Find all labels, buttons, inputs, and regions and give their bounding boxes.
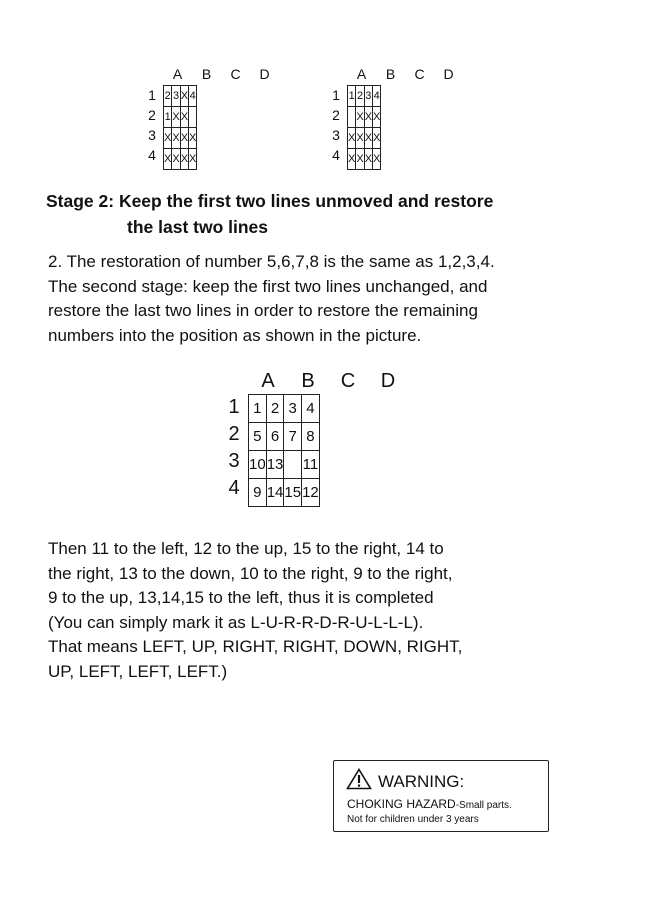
grid-cell: X: [348, 149, 356, 170]
column-label: D: [380, 370, 396, 392]
hazard-line: [347, 797, 512, 811]
grid-row: [164, 86, 197, 107]
solution-paragraph: [48, 537, 608, 684]
grid-cell: 4: [373, 86, 381, 107]
row-label: 3: [228, 450, 240, 472]
grid-cell: X: [364, 107, 372, 128]
column-label: A: [261, 370, 275, 392]
grid-row: [348, 107, 381, 128]
grid-row: [249, 479, 320, 507]
grid-row: [348, 128, 381, 149]
column-label: C: [414, 66, 425, 82]
grid-cell: 1: [249, 395, 267, 423]
grid-cell: X: [364, 128, 372, 149]
row-label: 1: [332, 87, 340, 103]
instruction-paragraph: [48, 250, 608, 348]
grid-cell: X: [180, 128, 188, 149]
grid-row: [348, 86, 381, 107]
column-label: D: [259, 66, 270, 82]
row-label: 4: [148, 147, 156, 163]
grid-cell: X: [373, 107, 381, 128]
column-label: B: [201, 66, 212, 82]
grid-cell: X: [356, 107, 364, 128]
grid-cell: X: [373, 128, 381, 149]
row-label: 2: [148, 107, 156, 123]
hazard-suffix: -Small parts.: [455, 800, 512, 811]
row-labels: [224, 394, 244, 502]
grid-cell: 2: [164, 86, 172, 107]
grid-cell: [189, 107, 197, 128]
paragraph-line: That means LEFT, UP, RIGHT, RIGHT, DOWN, RIGHT,: [48, 637, 463, 656]
column-labels: [163, 66, 279, 82]
grid-row: [249, 451, 320, 479]
choking-hazard-warning: [333, 760, 549, 832]
grid-cell: 6: [266, 423, 284, 451]
grid-cell: X: [180, 107, 188, 128]
column-label: B: [301, 370, 315, 392]
grid-cell: X: [364, 149, 372, 170]
column-label: D: [443, 66, 454, 82]
grid-cell: 2: [356, 86, 364, 107]
row-labels: [329, 85, 343, 165]
grid-cell: [284, 451, 302, 479]
grid-cell: 4: [302, 395, 320, 423]
grid-cell: 13: [266, 451, 284, 479]
paragraph-line: (You can simply mark it as L-U-R-R-D-R-U-L-L-L).: [48, 612, 424, 632]
paragraph-line: The second stage: keep the first two lines unchanged, and: [48, 276, 488, 296]
stage-heading-line: Stage 2: Keep the first two lines unmoved and restore: [46, 191, 494, 211]
grid-cell: X: [189, 149, 197, 170]
grid-cell: 3: [364, 86, 372, 107]
row-label: 3: [148, 127, 156, 143]
column-labels: [347, 66, 463, 82]
grid-cell: 15: [284, 479, 302, 507]
grid-cell: X: [172, 149, 180, 170]
grid-cell: [348, 107, 356, 128]
column-label: C: [230, 66, 241, 82]
column-label: B: [385, 66, 396, 82]
age-note: Not for children under 3 years: [347, 814, 479, 825]
stage-heading-line: the last two lines: [127, 217, 268, 237]
grid-cell: 9: [249, 479, 267, 507]
hazard-text: CHOKING HAZARD: [347, 797, 456, 811]
puzzle-grid: [163, 85, 197, 170]
grid-cell: X: [164, 128, 172, 149]
grid-cell: 3: [284, 395, 302, 423]
grid-cell: 11: [302, 451, 320, 479]
paragraph-line: restore the last two lines in order to restore the remaining: [48, 301, 478, 320]
warning-title-text: WARNING:: [378, 771, 465, 791]
grid-cell: X: [348, 128, 356, 149]
puzzle-grid: [347, 85, 381, 170]
grid-cell: 14: [266, 479, 284, 507]
paragraph-line: 9 to the up, 13,14,15 to the left, thus it is completed: [48, 588, 434, 607]
grid-cell: X: [180, 149, 188, 170]
grid-row: [348, 149, 381, 170]
row-label: 1: [228, 396, 240, 418]
warning-triangle-icon: [346, 768, 378, 795]
grid-cell: 10: [249, 451, 267, 479]
puzzle-grid: [248, 394, 320, 507]
grid-cell: 3: [172, 86, 180, 107]
paragraph-line: numbers into the position as shown in the picture.: [48, 325, 422, 345]
column-labels: [248, 370, 408, 392]
grid-cell: 2: [266, 395, 284, 423]
paragraph-line: 2. The restoration of number 5,6,7,8 is the same as 1,2,3,4.: [48, 252, 495, 271]
grid-cell: X: [172, 128, 180, 149]
grid-row: [164, 107, 197, 128]
paragraph-line: the right, 13 to the down, 10 to the right, 9 to the right,: [48, 563, 453, 583]
row-labels: [145, 85, 159, 165]
grid-cell: X: [356, 149, 364, 170]
grid-cell: X: [164, 149, 172, 170]
row-label: 4: [332, 147, 340, 163]
grid-cell: 4: [189, 86, 197, 107]
grid-cell: 5: [249, 423, 267, 451]
grid-cell: 12: [302, 479, 320, 507]
grid-cell: X: [172, 107, 180, 128]
row-label: 3: [332, 127, 340, 143]
grid-cell: X: [189, 128, 197, 149]
paragraph-line: Then 11 to the left, 12 to the up, 15 to the right, 14 to: [48, 539, 444, 558]
stage-heading: [46, 188, 606, 240]
paragraph-line: UP, LEFT, LEFT, LEFT.): [48, 661, 228, 681]
grid-row: [249, 423, 320, 451]
grid-cell: 8: [302, 423, 320, 451]
grid-row: [249, 395, 320, 423]
grid-row: [164, 149, 197, 170]
grid-cell: 7: [284, 423, 302, 451]
column-label: A: [172, 66, 183, 82]
column-label: A: [356, 66, 367, 82]
grid-row: [164, 128, 197, 149]
row-label: 2: [332, 107, 340, 123]
row-label: 4: [228, 477, 240, 499]
grid-cell: X: [356, 128, 364, 149]
row-label: 1: [148, 87, 156, 103]
grid-cell: 1: [164, 107, 172, 128]
grid-cell: X: [373, 149, 381, 170]
warning-title: [346, 768, 464, 795]
grid-cell: 1: [348, 86, 356, 107]
row-label: 2: [228, 423, 240, 445]
grid-cell: X: [180, 86, 188, 107]
column-label: C: [340, 370, 356, 392]
